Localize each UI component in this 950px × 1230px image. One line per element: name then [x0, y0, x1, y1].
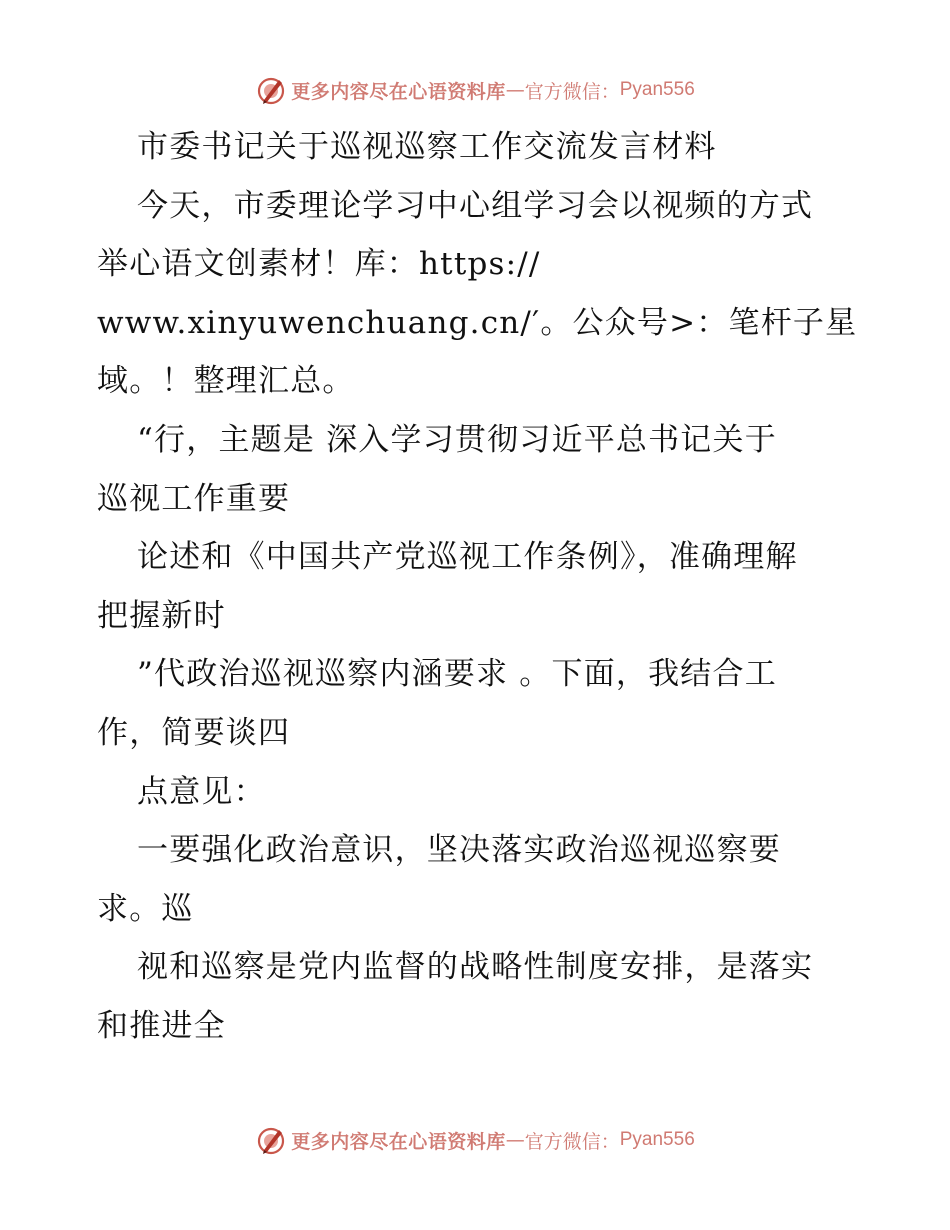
text-line: “行，主题是 深入学习贯彻习近平总书记关于 — [137, 421, 777, 458]
document-body — [97, 118, 857, 1056]
text-line: 求。巡 — [97, 890, 194, 927]
text-line: 作，简要谈四 — [97, 714, 291, 751]
document-title: 市委书记关于巡视巡察工作交流发言材料 — [137, 129, 717, 165]
pen-logo-icon — [255, 74, 287, 106]
text-line: 巡视工作重要 — [97, 480, 291, 517]
text-line: 一要强化政治意识，坚决落实政治巡视巡察要 — [137, 832, 781, 869]
watermark-separator: — — [505, 79, 525, 101]
header-watermark — [0, 70, 950, 110]
text-line: 今天，市委理论学习中心组学习会以视频的方式 — [137, 187, 814, 224]
text-line: 和推进全 — [97, 1007, 226, 1044]
footer-watermark — [0, 1120, 950, 1160]
text-line: 举心语文创素材！库：https:// — [97, 246, 541, 283]
text-line: 视和巡察是党内监督的战略性制度安排，是落实 — [137, 949, 814, 986]
watermark-main-text: 更多内容尽在心语资料库 — [291, 1130, 506, 1153]
watermark-sub-text: 官方微信： — [524, 1130, 620, 1153]
text-line: 论述和《中国共产党巡视工作条例》，准确理解 — [137, 539, 798, 576]
text-line: www.xinyuwenchuang.cn/′。公众号>：笔杆子星 — [97, 304, 858, 341]
watermark-sub-text: 官方微信： — [524, 80, 620, 103]
watermark-id-text: Pyan556 — [619, 79, 695, 100]
pen-logo-icon — [255, 1124, 287, 1156]
watermark-id-text: Pyan556 — [619, 1129, 695, 1150]
text-line: 域。！整理汇总。 — [97, 363, 355, 400]
watermark-main-text: 更多内容尽在心语资料库 — [291, 80, 506, 103]
text-line: 点意见： — [137, 773, 266, 810]
watermark-separator: — — [505, 1129, 525, 1151]
text-line: 把握新时 — [97, 597, 226, 634]
text-line: ”代政治巡视巡察内涵要求 。下面，我结合工 — [137, 656, 777, 693]
